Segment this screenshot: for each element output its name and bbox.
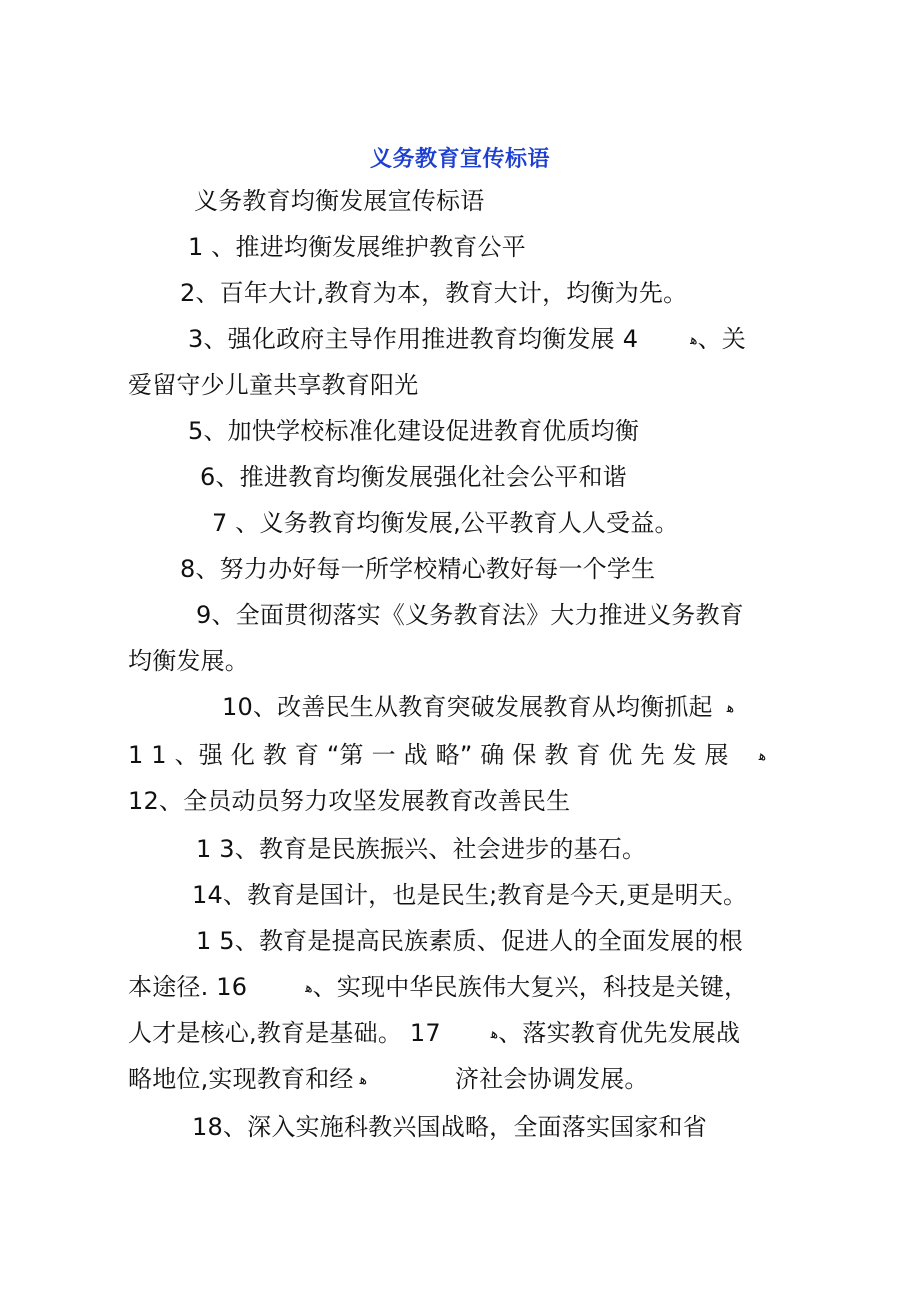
glyph-mark: ﻫ	[359, 1072, 368, 1088]
slogan-line-3	[188, 324, 746, 355]
slogan-line-3-tail: 、关	[697, 325, 746, 353]
slogan-line-12	[128, 740, 766, 771]
slogan-line-12-text: 1 1 、强 化 教 育 “第 一 战 略” 确 保 教 育 优 先 发 展	[128, 741, 729, 769]
slogan-line-20: 18、深入实施科教兴国战略，全面落实国家和省	[192, 1113, 707, 1141]
slogan-line-2: 2、百年大计,教育为本，教育大计，均衡为先。	[180, 279, 688, 307]
slogan-line-19-tail: 济社会协调发展。	[455, 1065, 649, 1093]
slogan-line-17-tail: 、实现中华民族伟大复兴，科技是关键，	[312, 973, 749, 1001]
slogan-line-10: 均衡发展。	[128, 647, 249, 675]
slogan-line-7: 7 、义务教育均衡发展,公平教育人人受益。	[212, 509, 679, 537]
glyph-mark: ﻫ	[690, 332, 698, 348]
slogan-line-6: 6、推进教育均衡发展强化社会公平和谐	[200, 463, 627, 491]
slogan-line-11	[222, 692, 734, 723]
slogan-line-13: 12、全员动员努力攻坚发展教育改善民生	[128, 787, 571, 815]
slogan-line-19-text: 略地位,实现教育和经	[128, 1065, 354, 1093]
glyph-mark: ﻫ	[726, 700, 735, 716]
slogan-line-15: 14、教育是国计，也是民生;教育是今天,更是明天。	[192, 881, 748, 909]
slogan-line-11-text: 10、改善民生从教育突破发展教育从均衡抓起	[222, 693, 713, 721]
slogan-line-14: 1 3、教育是民族振兴、社会进步的基石。	[196, 835, 647, 863]
slogan-line-19	[128, 1064, 649, 1095]
slogan-line-5: 5、加快学校标准化建设促进教育优质均衡	[188, 417, 640, 445]
glyph-mark: ﻫ	[305, 980, 313, 996]
slogan-line-18	[128, 1018, 740, 1049]
slogan-line-18-text: 人才是核心,教育是基础。 17	[128, 1019, 441, 1047]
slogan-line-4: 爱留守少儿童共享教育阳光	[128, 371, 419, 399]
slogan-line-17	[128, 972, 748, 1003]
glyph-mark: ﻫ	[490, 1026, 499, 1042]
page-title: 义务教育宣传标语	[369, 147, 550, 172]
slogan-line-1: 1 、推进均衡发展维护教育公平	[188, 233, 526, 261]
slogan-line-18-tail: 、落实教育优先发展战	[498, 1019, 741, 1047]
slogan-line-8: 8、努力办好每一所学校精心教好每一个学生	[180, 555, 656, 583]
subtitle: 义务教育均衡发展宣传标语	[194, 187, 485, 215]
slogan-line-3-text: 3、强化政府主导作用推进教育均衡发展 4	[188, 325, 639, 353]
slogan-line-17-text: 本途径. 16	[128, 973, 248, 1001]
slogan-line-16: 1 5、教育是提高民族素质、促进人的全面发展的根	[196, 927, 743, 955]
slogan-line-9: 9、全面贯彻落实《义务教育法》大力推进义务教育	[196, 601, 744, 629]
glyph-mark: ﻫ	[758, 748, 767, 764]
